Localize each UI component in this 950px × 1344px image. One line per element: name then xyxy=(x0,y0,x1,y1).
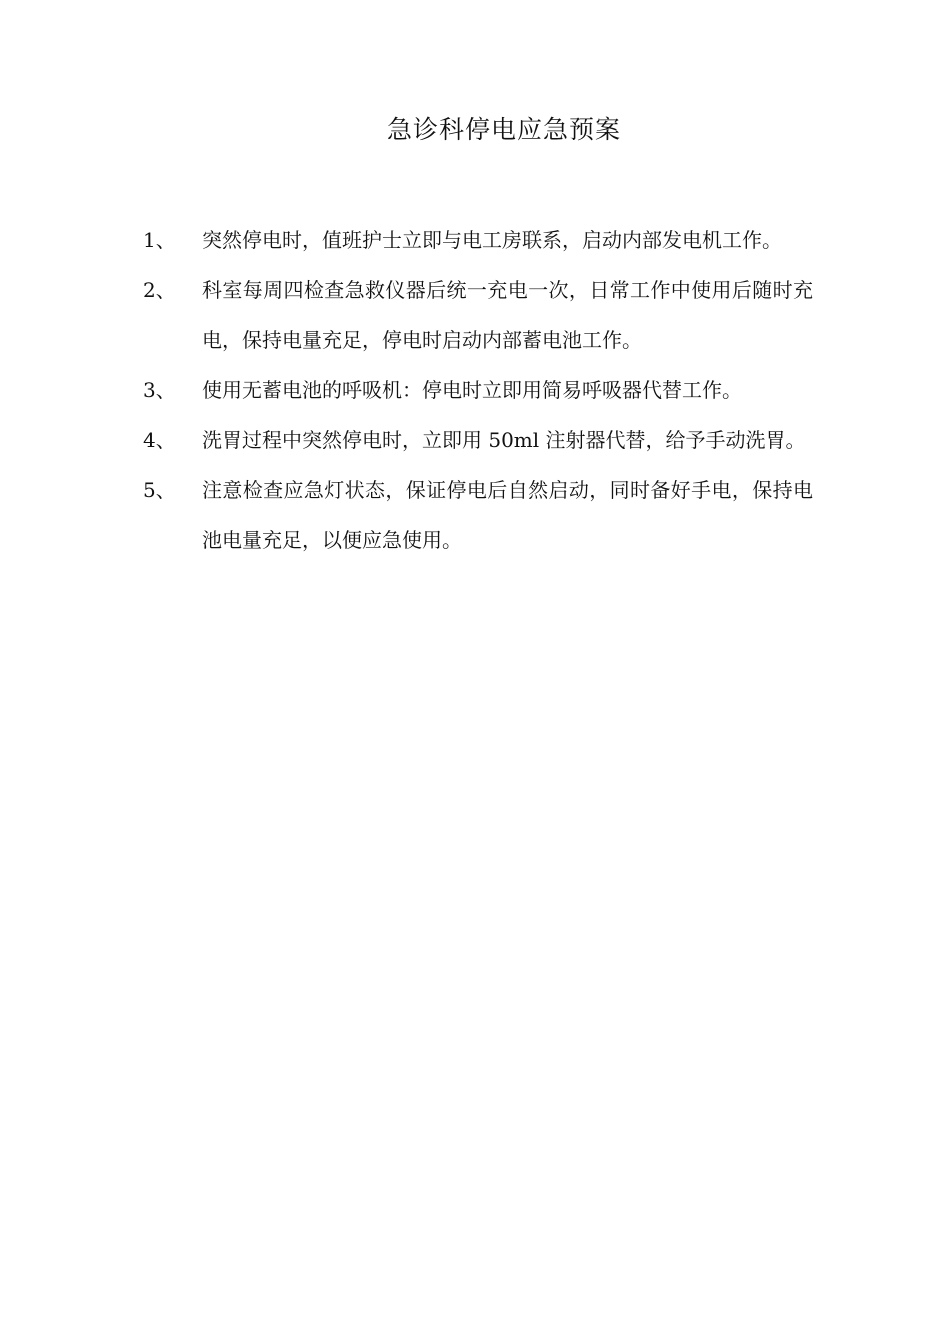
item-text: 使用无蓄电池的呼吸机：停电时立即用简易呼吸器代替工作。 xyxy=(202,378,742,402)
list-item xyxy=(143,215,813,265)
item-text: 突然停电时，值班护士立即与电工房联系，启动内部发电机工作。 xyxy=(202,228,782,252)
list-item xyxy=(143,415,813,465)
item-number: 3、 xyxy=(143,378,176,402)
list-item xyxy=(143,365,813,415)
item-text: 科室每周四检查急救仪器后统一充电一次，日常工作中使用后随时充电，保持电量充足，停电时启动内部蓄电池工作。 xyxy=(202,278,813,352)
document-title: 急诊科停电应急预案 xyxy=(386,115,621,144)
item-text: 注意检查应急灯状态，保证停电后自然启动，同时备好手电，保持电池电量充足，以便应急使用。 xyxy=(202,478,813,552)
item-number: 5、 xyxy=(143,478,176,502)
item-number: 4、 xyxy=(143,428,176,452)
item-number: 1、 xyxy=(143,228,176,252)
list-item xyxy=(143,265,813,365)
list-item xyxy=(143,465,813,565)
procedure-list xyxy=(143,215,813,565)
item-number: 2、 xyxy=(143,278,176,302)
item-text: 洗胃过程中突然停电时，立即用 50ml 注射器代替，给予手动洗胃。 xyxy=(202,428,806,452)
